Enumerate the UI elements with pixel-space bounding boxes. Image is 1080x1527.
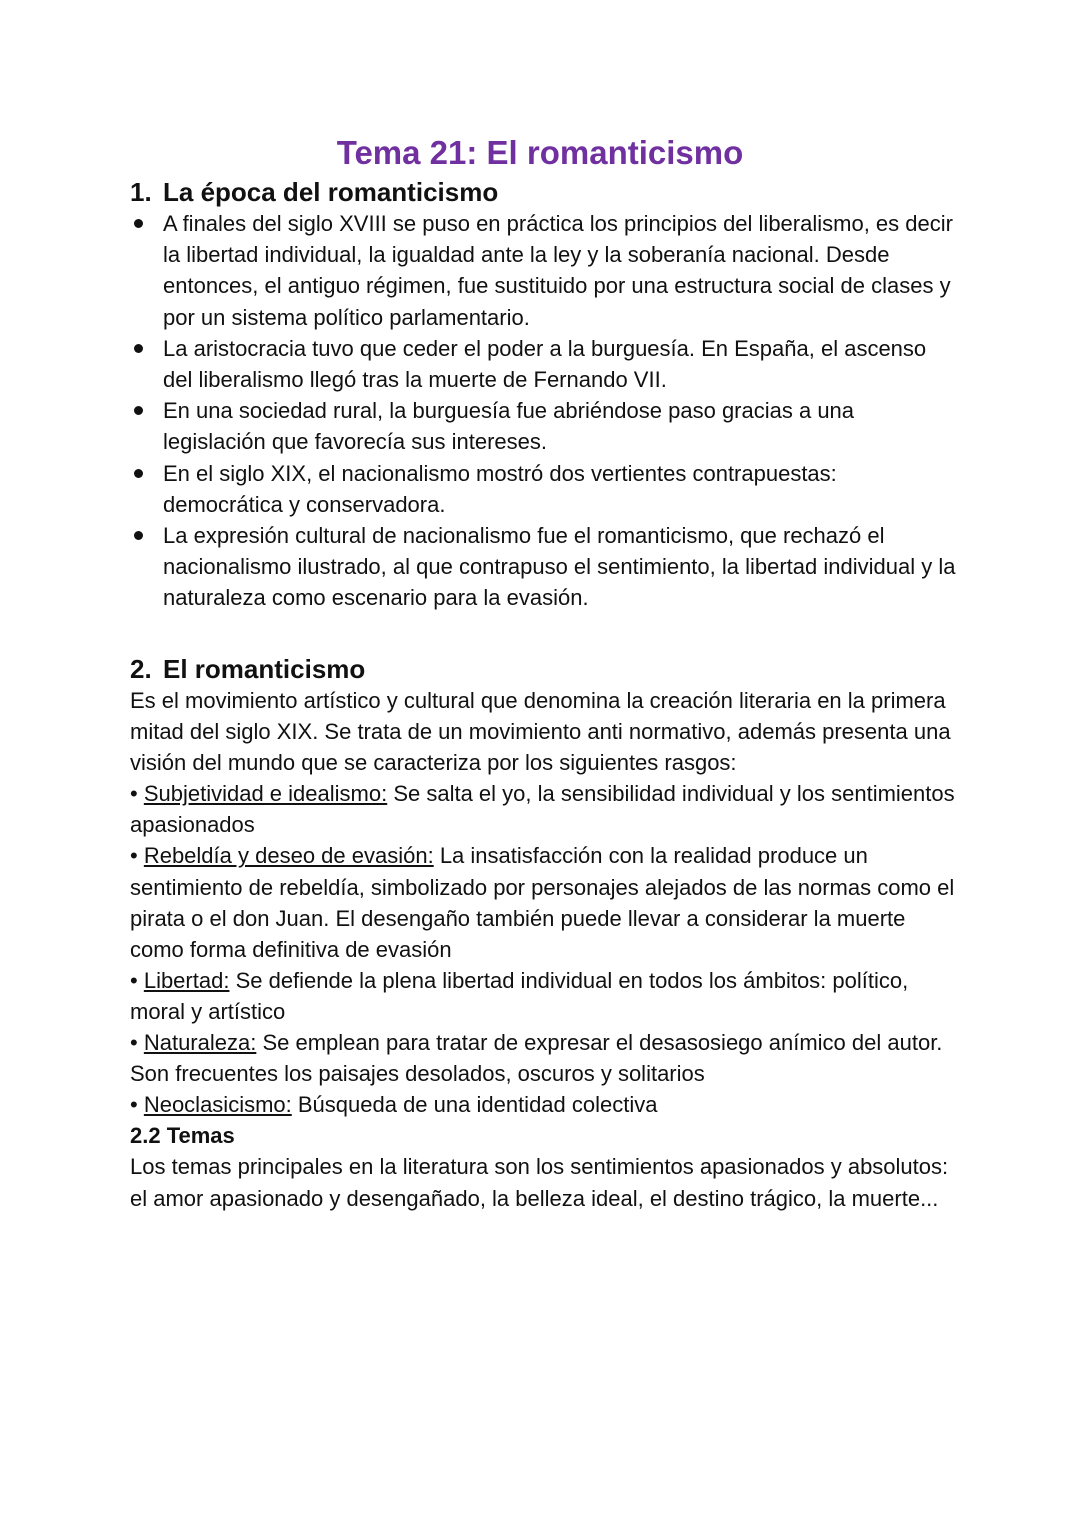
list-item xyxy=(130,520,960,614)
list-item-text: En el siglo XIX, el nacionalismo mostró dos vertientes contrapuestas: democrática y conservadora. xyxy=(163,460,837,517)
trait-text: Se salta el yo, la sensibilidad individual y los sentimientos apasionados xyxy=(130,781,955,838)
trait-text: Se defiende la plena libertad individual en todos los ámbitos: político, moral y artístico xyxy=(130,967,909,1024)
temas-paragraph: Los temas principales en la literatura son los sentimientos apasionados y absolutos: el amor apasionado y desengañado, la belleza ideal, el destino trágico, la muerte... xyxy=(130,1154,949,1211)
section-heading-text: La época del romanticismo xyxy=(163,177,499,207)
list-item xyxy=(130,208,960,333)
bullet-dot-icon xyxy=(134,469,143,478)
trait-term: Neoclasicismo: xyxy=(143,1092,292,1118)
list-item-text: La aristocracia tuvo que ceder el poder a la burguesía. En España, el ascenso del liberalismo llegó tras la muerte de Fernando VII. xyxy=(163,335,927,393)
bullet-dot-icon xyxy=(134,531,143,540)
section-romanticismo xyxy=(130,654,960,1214)
trait-term: Libertad: xyxy=(143,967,230,993)
trait-bullet: • xyxy=(130,843,138,869)
trait-term: Rebeldía y deseo de evasión: xyxy=(143,843,434,869)
section-heading-epoca xyxy=(130,177,960,208)
trait-term: Subjetividad e idealismo: xyxy=(143,781,388,807)
list-item-text: La expresión cultural de nacionalismo fue el romanticismo, que rechazó el nacionalismo ilustrado, al que contrapuso el sentimiento, la libertad individual y la naturaleza como escenario para la evasión. xyxy=(163,523,956,611)
intro-paragraph: Es el movimiento artístico y cultural que denomina la creación literaria en la primera mitad del siglo XIX. Se trata de un movimiento anti normativo, además presenta una visión del mundo que se caracteriza por los siguientes rasgos: xyxy=(130,688,951,776)
trait-text: La insatisfacción con la realidad produce un sentimiento de rebeldía, simbolizado por personajes alejados de las normas como el pirata o el don Juan. El desengaño también puede llevar a considerar la muerte como forma definitiva de evasión xyxy=(130,843,955,962)
trait-bullet: • xyxy=(130,967,138,993)
bullet-dot-icon xyxy=(134,219,143,228)
trait-item xyxy=(130,778,960,840)
bullet-list-epoca xyxy=(130,208,960,614)
bullet-dot-icon xyxy=(134,406,143,415)
bullet-dot-icon xyxy=(134,344,143,353)
trait-item xyxy=(130,1089,960,1120)
section-heading-text: El romanticismo xyxy=(163,654,366,684)
list-item xyxy=(130,333,960,395)
section-heading-romanticismo xyxy=(130,654,960,685)
trait-item xyxy=(130,965,960,1027)
trait-item xyxy=(130,1027,960,1089)
trait-bullet: • xyxy=(130,1030,138,1056)
list-item-text: A finales del siglo XVIII se puso en práctica los principios del liberalismo, es decir la libertad individual, la igualdad ante la ley y la soberanía nacional. Desde entonces, el antiguo régimen, fue sustituido por una estructura social de clases y por un sistema político parlamentario. xyxy=(163,211,953,330)
trait-bullet: • xyxy=(130,781,138,807)
trait-item xyxy=(130,840,960,964)
section-epoca xyxy=(130,177,960,614)
trait-text: Búsqueda de una identidad colectiva xyxy=(291,1092,658,1118)
document-title: Tema 21: El romanticismo xyxy=(336,134,744,171)
section-number: 1. xyxy=(130,177,152,207)
trait-bullet: • xyxy=(130,1092,138,1118)
trait-text: Se emplean para tratar de expresar el desasosiego anímico del autor. Son frecuentes los paisajes desolados, oscuros y solitarios xyxy=(130,1030,943,1087)
subheading-temas: 2.2 Temas xyxy=(130,1123,235,1149)
list-item-text: En una sociedad rural, la burguesía fue abriéndose paso gracias a una legislación que favorecía sus intereses. xyxy=(163,398,855,455)
list-item xyxy=(130,395,960,457)
section-number: 2. xyxy=(130,654,152,684)
trait-term: Naturaleza: xyxy=(143,1030,257,1056)
list-item xyxy=(130,458,960,520)
